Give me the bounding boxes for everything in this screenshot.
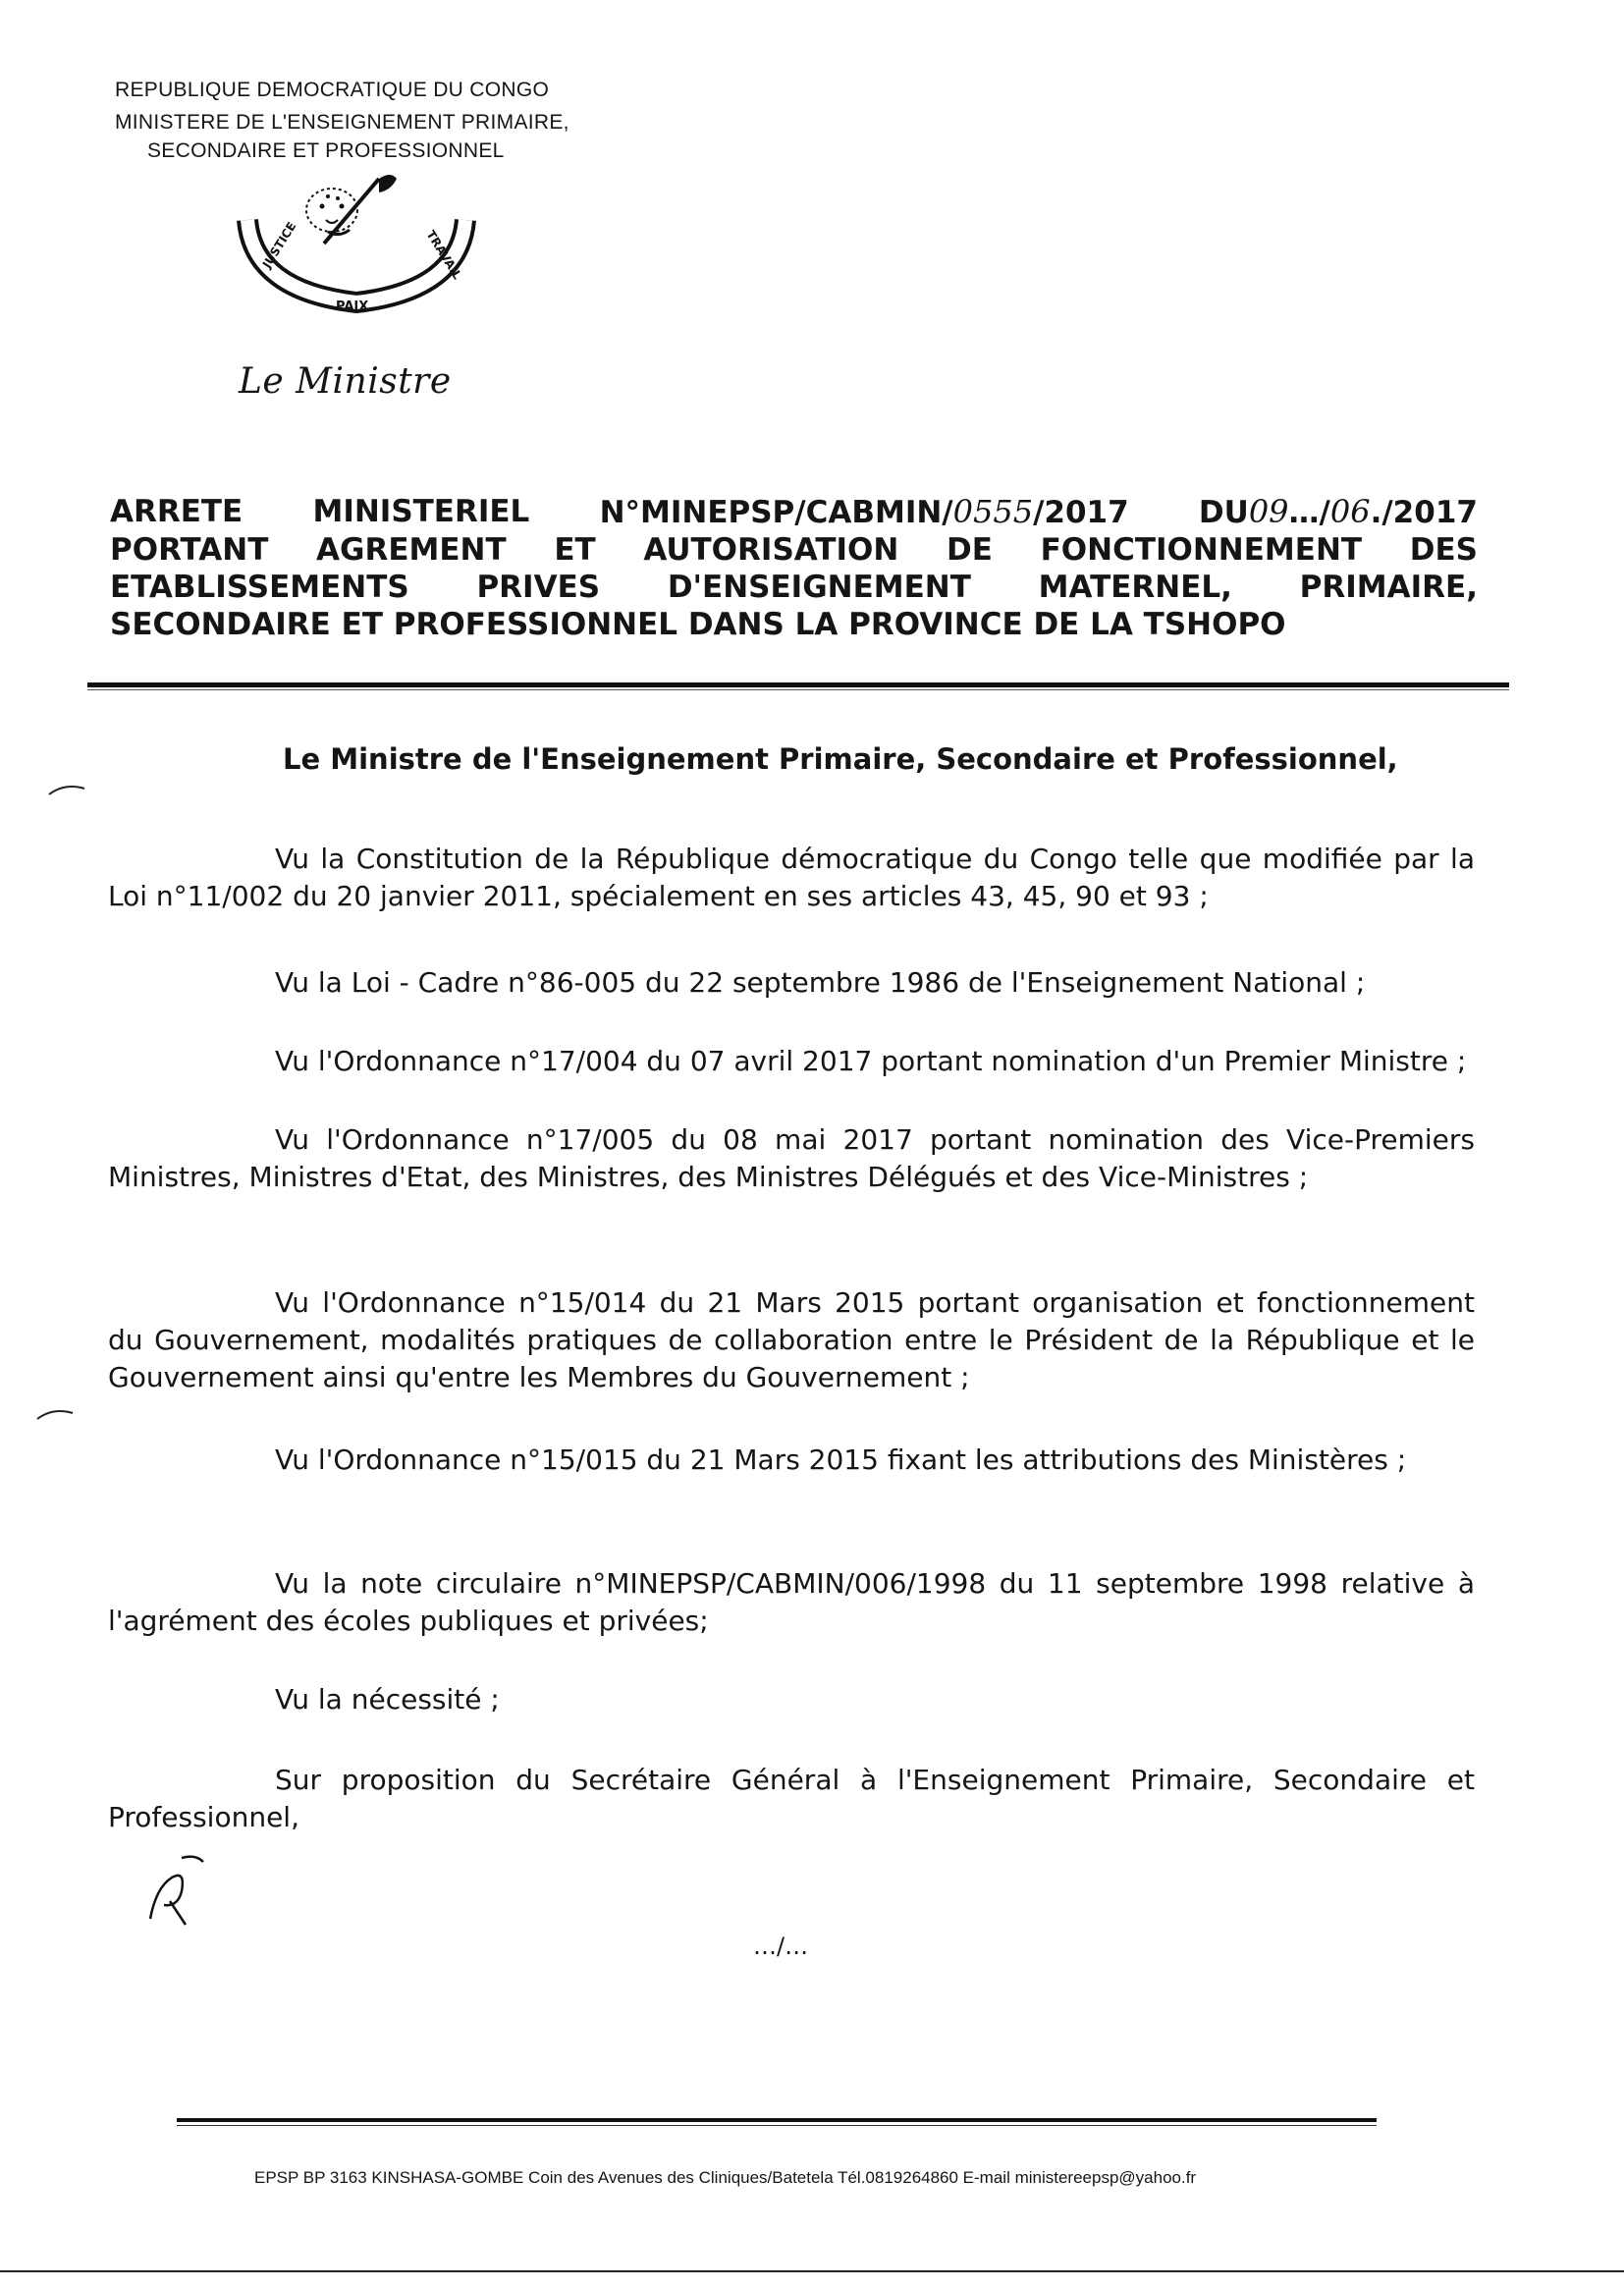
title-word: PRIVES: [476, 570, 601, 605]
title-line-3: [110, 569, 1478, 606]
title-line-1: [110, 493, 1478, 531]
title-word: DES: [1409, 532, 1478, 568]
title-word: DE: [947, 532, 993, 568]
title-divider: [87, 682, 1509, 687]
title-word: PORTANT: [110, 532, 269, 568]
consideration-paragraph: Vu la note circulaire n°MINEPSP/CABMIN/006/1998 du 11 septembre 1998 relative à l'agrément des écoles publiques et privées;: [108, 1567, 1475, 1637]
title-word: AGREMENT: [316, 532, 507, 568]
continued-marker: …/…: [753, 1933, 809, 1960]
consideration-paragraph: Vu la nécessité ;: [275, 1683, 500, 1716]
handwritten-month: 06: [1329, 493, 1371, 530]
title-word: FONCTIONNEMENT: [1040, 532, 1363, 568]
title-word: ETABLISSEMENTS: [110, 570, 409, 605]
footer-divider-thin: [177, 2125, 1377, 2126]
signatory-title: Le Ministre: [239, 361, 452, 402]
header-country: REPUBLIQUE DEMOCRATIQUE DU CONGO: [115, 79, 550, 101]
consideration-paragraph: Vu l'Ordonnance n°17/004 du 07 avril 2017 portant nomination d'un Premier Ministre ;: [275, 1045, 1467, 1077]
consideration-paragraph: Vu la Loi - Cadre n°86-005 du 22 septembre 1986 de l'Enseignement National ;: [275, 966, 1366, 999]
scan-edge: [0, 2270, 1624, 2272]
consideration-paragraph: Vu l'Ordonnance n°15/014 du 21 Mars 2015 portant organisation et fonctionnement du Gouvernement, modalités pratiques de collaboration entre le Président de la République et le Gouvernement ainsi qu'entre les Membres du Gouvernement ;: [108, 1286, 1475, 1393]
decree-title: [110, 493, 1478, 643]
title-word: MATERNEL,: [1038, 570, 1232, 605]
margin-mark: [35, 1406, 75, 1420]
title-word: ARRETE: [110, 494, 244, 529]
consideration-paragraph: Vu la Constitution de la République démocratique du Congo telle que modifiée par la Loi n°11/002 du 20 janvier 2011, spécialement en ses articles 43, 45, 90 et 93 ;: [108, 843, 1475, 912]
decree-date: DU09…/06./2017: [1198, 493, 1478, 530]
title-word: PRIMAIRE,: [1299, 570, 1478, 605]
header-ministry-line2: SECONDAIRE ET PROFESSIONNEL: [147, 139, 505, 162]
handwritten-day: 09: [1248, 493, 1289, 530]
decree-number: N°MINEPSP/CABMIN/0555/2017: [599, 493, 1129, 530]
handwritten-number: 0555: [952, 493, 1034, 530]
title-line-4: SECONDAIRE ET PROFESSIONNEL DANS LA PROVINCE DE LA TSHOPO: [110, 607, 1286, 642]
consideration-paragraph: Sur proposition du Secrétaire Général à l'Enseignement Primaire, Secondaire et Professionnel,: [108, 1764, 1475, 1833]
footer-divider: [177, 2118, 1377, 2122]
coat-of-arms-emblem: [234, 173, 479, 330]
svg-text:PAIX: PAIX: [336, 300, 369, 314]
title-word: AUTORISATION: [643, 532, 899, 568]
title-divider-thin: [87, 689, 1509, 690]
title-word: MINISTERIEL: [312, 494, 530, 529]
footer-contact: EPSP BP 3163 KINSHASA-GOMBE Coin des Avenues des Cliniques/Batetela Tél.0819264860 E-mail ministereepsp@yahoo.fr: [254, 2168, 1197, 2187]
margin-mark: [47, 782, 86, 795]
handwritten-initial: [142, 1848, 211, 1927]
header-ministry-line1: MINISTERE DE L'ENSEIGNEMENT PRIMAIRE,: [115, 111, 569, 134]
title-word: D'ENSEIGNEMENT: [667, 570, 971, 605]
preamble: Le Ministre de l'Enseignement Primaire, Secondaire et Professionnel,: [283, 742, 1398, 776]
svg-text:TRAVAIL: TRAVAIL: [423, 228, 464, 282]
svg-text:JUSTICE: JUSTICE: [259, 219, 299, 271]
consideration-paragraph: Vu l'Ordonnance n°17/005 du 08 mai 2017 portant nomination des Vice-Premiers Ministres, Ministres d'Etat, des Ministres, des Ministres Délégués et des Vice-Ministres ;: [108, 1123, 1475, 1193]
title-line-2: [110, 531, 1478, 569]
consideration-paragraph: Vu l'Ordonnance n°15/015 du 21 Mars 2015 fixant les attributions des Ministères ;: [275, 1444, 1407, 1476]
title-word: ET: [554, 532, 596, 568]
